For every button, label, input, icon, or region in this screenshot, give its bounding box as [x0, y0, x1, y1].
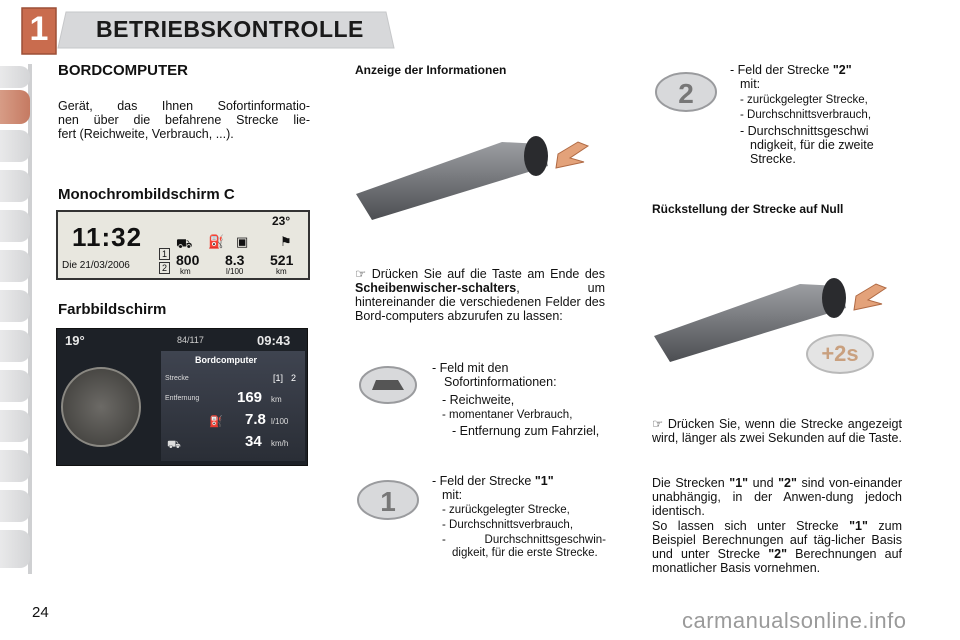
flag-icon: ⚑: [280, 234, 292, 249]
para1-trip-2: "2": [778, 476, 797, 490]
instruction-text: Drücken Sie auf die Taste am Ende des: [371, 267, 605, 281]
panel-row-unit: km: [271, 395, 282, 404]
instruction-text: , um hintereinander die verschiedenen Felder des Bord-computers abzurufen zu lassen:: [355, 281, 605, 323]
side-tab[interactable]: [0, 370, 30, 402]
hand-pointer-icon: ☞: [652, 417, 664, 431]
section-heading-reset: Rückstellung der Strecke auf Null: [652, 202, 844, 216]
monochrome-display: [56, 210, 310, 280]
reset-instruction-text: Drücken Sie, wenn die Strecke angezeigt wird, länger als zwei Sekunden auf die Taste.: [652, 417, 902, 445]
trip-2-suffix: mit:: [740, 77, 761, 91]
trip-2-icon-number: 2: [678, 78, 694, 109]
display-value: 8.3: [225, 252, 245, 268]
para2-trip-1: "1": [849, 519, 868, 533]
para1-text: sind von-einander unabhängig, in der Anwen-dung jedoch identisch.: [652, 476, 902, 518]
trip-1-intro: [432, 474, 606, 488]
panel-row-value: 169: [237, 389, 263, 406]
trip-1-block: [432, 474, 606, 560]
color-screen-heading: Farbbildschirm: [58, 301, 167, 318]
instant-info-block: [432, 361, 604, 438]
intro-line: fert (Reichweite, Verbrauch, ...).: [58, 127, 234, 141]
display-unit: l/100: [226, 267, 244, 276]
instant-info-item: - Reichweite,: [442, 393, 515, 407]
trip-2-item: - Durchschnittsgeschwi ndigkeit, für die zweite Strecke.: [740, 124, 874, 166]
section-heading-bordcomputer: BORDCOMPUTER: [58, 62, 188, 79]
trip-2-item: - zurückgelegter Strecke,: [740, 94, 868, 106]
watermark: carmanualsonline.info: [682, 608, 907, 633]
trip-1-label: "1": [534, 474, 554, 488]
car-speed-icon: ⛟: [167, 439, 181, 451]
wiper-stalk-illustration: [352, 128, 592, 224]
para2-trip-2: "2": [768, 547, 787, 561]
side-tab[interactable]: [0, 170, 30, 202]
display-value: 521: [270, 252, 294, 268]
display-time: 11:32: [72, 222, 143, 252]
trip-indicator: 1: [159, 248, 170, 260]
para2-text: zum Beispiel Berechnungen auf täg-licher Basis und unter Strecke: [652, 519, 902, 561]
compass-icon: [61, 367, 141, 447]
side-tab[interactable]: [0, 530, 30, 568]
panel-row-value: 34: [245, 433, 262, 450]
panel-row-label: Strecke: [165, 375, 189, 382]
para2-text: So lassen sich unter Strecke: [652, 519, 850, 533]
display-unit: km: [180, 267, 191, 276]
fuel-icon: ⛽: [208, 234, 225, 249]
display-station: 84/117: [177, 335, 204, 345]
instant-info-item: - Entfernung zum Fahrziel,: [452, 424, 600, 438]
instruction-bold: Scheibenwischer-schalters: [355, 281, 517, 295]
two-seconds-label: +2s: [821, 341, 859, 366]
page-title: BETRIEBSKONTROLLE: [96, 16, 364, 42]
two-seconds-badge: [806, 334, 874, 374]
trip-2-item: - Durchschnittsverbrauch,: [740, 109, 872, 121]
panel-row-unit: 2: [291, 373, 297, 383]
intro-line: Gerät, das Ihnen Sofortinformatio-: [58, 99, 310, 113]
consumption-icon: ▣: [236, 234, 249, 249]
trip-2-label: "2": [832, 63, 852, 77]
trip-2-block: [730, 63, 904, 166]
panel-row-unit: l/100: [271, 417, 289, 426]
panel-row-label: Entfernung: [165, 395, 200, 402]
para2-text: Berechnungen auf monatlicher Basis vornehmen.: [652, 547, 902, 575]
side-tab[interactable]: [0, 330, 30, 362]
section-heading-anzeige: Anzeige der Informationen: [355, 63, 507, 77]
intro-line: nen über die befahrene Strecke lie-: [58, 113, 310, 127]
color-display: [56, 328, 308, 466]
trip-1-suffix: mit:: [442, 488, 463, 502]
chapter-number: 1: [29, 10, 49, 48]
trip-2-intro: [730, 63, 904, 77]
trip-1-item: - Durchschnittsgeschwin-digkeit, für die erste Strecke.: [442, 534, 606, 559]
para1-trip-1: "1": [729, 476, 749, 490]
side-tab[interactable]: [0, 250, 30, 282]
para1-text: Die Strecken: [652, 476, 730, 490]
trip-usage-paragraph: [652, 519, 902, 575]
display-temperature: 19°: [65, 333, 85, 348]
display-time: 09:43: [257, 333, 291, 348]
instruction-paragraph: [355, 267, 605, 323]
instant-info-item: - momentaner Verbrauch,: [442, 409, 573, 421]
car-info-icon: [358, 364, 418, 406]
trip-1-icon: [356, 478, 420, 522]
side-tab[interactable]: [0, 410, 30, 442]
panel-row-value: 7.8: [245, 411, 266, 428]
side-tab[interactable]: [0, 130, 30, 162]
side-tab[interactable]: [0, 66, 30, 88]
side-tab[interactable]: [0, 490, 30, 522]
side-tab[interactable]: [0, 290, 30, 322]
trip-2-icon: [654, 70, 718, 114]
trip-1-prefix: - Feld der Strecke: [432, 474, 535, 488]
computer-panel: [161, 351, 305, 461]
instant-info-intro: - Feld mit den Sofortinformationen:: [432, 361, 557, 389]
panel-title: Bordcomputer: [195, 355, 258, 365]
trip-1-item: - zurückgelegter Strecke,: [442, 504, 570, 516]
display-value: 800: [176, 252, 200, 268]
trip-independence-paragraph: [652, 476, 902, 518]
display-temperature: 23°: [272, 214, 291, 228]
panel-row-unit: km/h: [271, 439, 289, 448]
page-number: 24: [32, 604, 49, 621]
mono-screen-heading: Monochrombildschirm C: [58, 186, 235, 203]
display-date: Die 21/03/2006: [62, 260, 130, 271]
trip-1-icon-number: 1: [380, 486, 396, 517]
trip-indicator: 2: [159, 262, 170, 274]
side-tab-active[interactable]: [0, 90, 30, 124]
display-unit: km: [276, 267, 287, 276]
hand-pointer-icon: ☞: [355, 267, 367, 281]
reset-instruction: [652, 417, 902, 445]
car-range-icon: ⛟: [176, 236, 193, 251]
trip-1-item: - Durchschnittsverbrauch,: [442, 519, 574, 531]
para1-text: und: [748, 476, 779, 490]
trip-2-prefix: - Feld der Strecke: [730, 63, 833, 77]
panel-row-value: [1]: [273, 373, 284, 383]
fuel-icon: ⛽: [209, 416, 223, 428]
side-tab[interactable]: [0, 210, 30, 242]
side-tab[interactable]: [0, 450, 30, 482]
intro-paragraph: [58, 99, 310, 141]
